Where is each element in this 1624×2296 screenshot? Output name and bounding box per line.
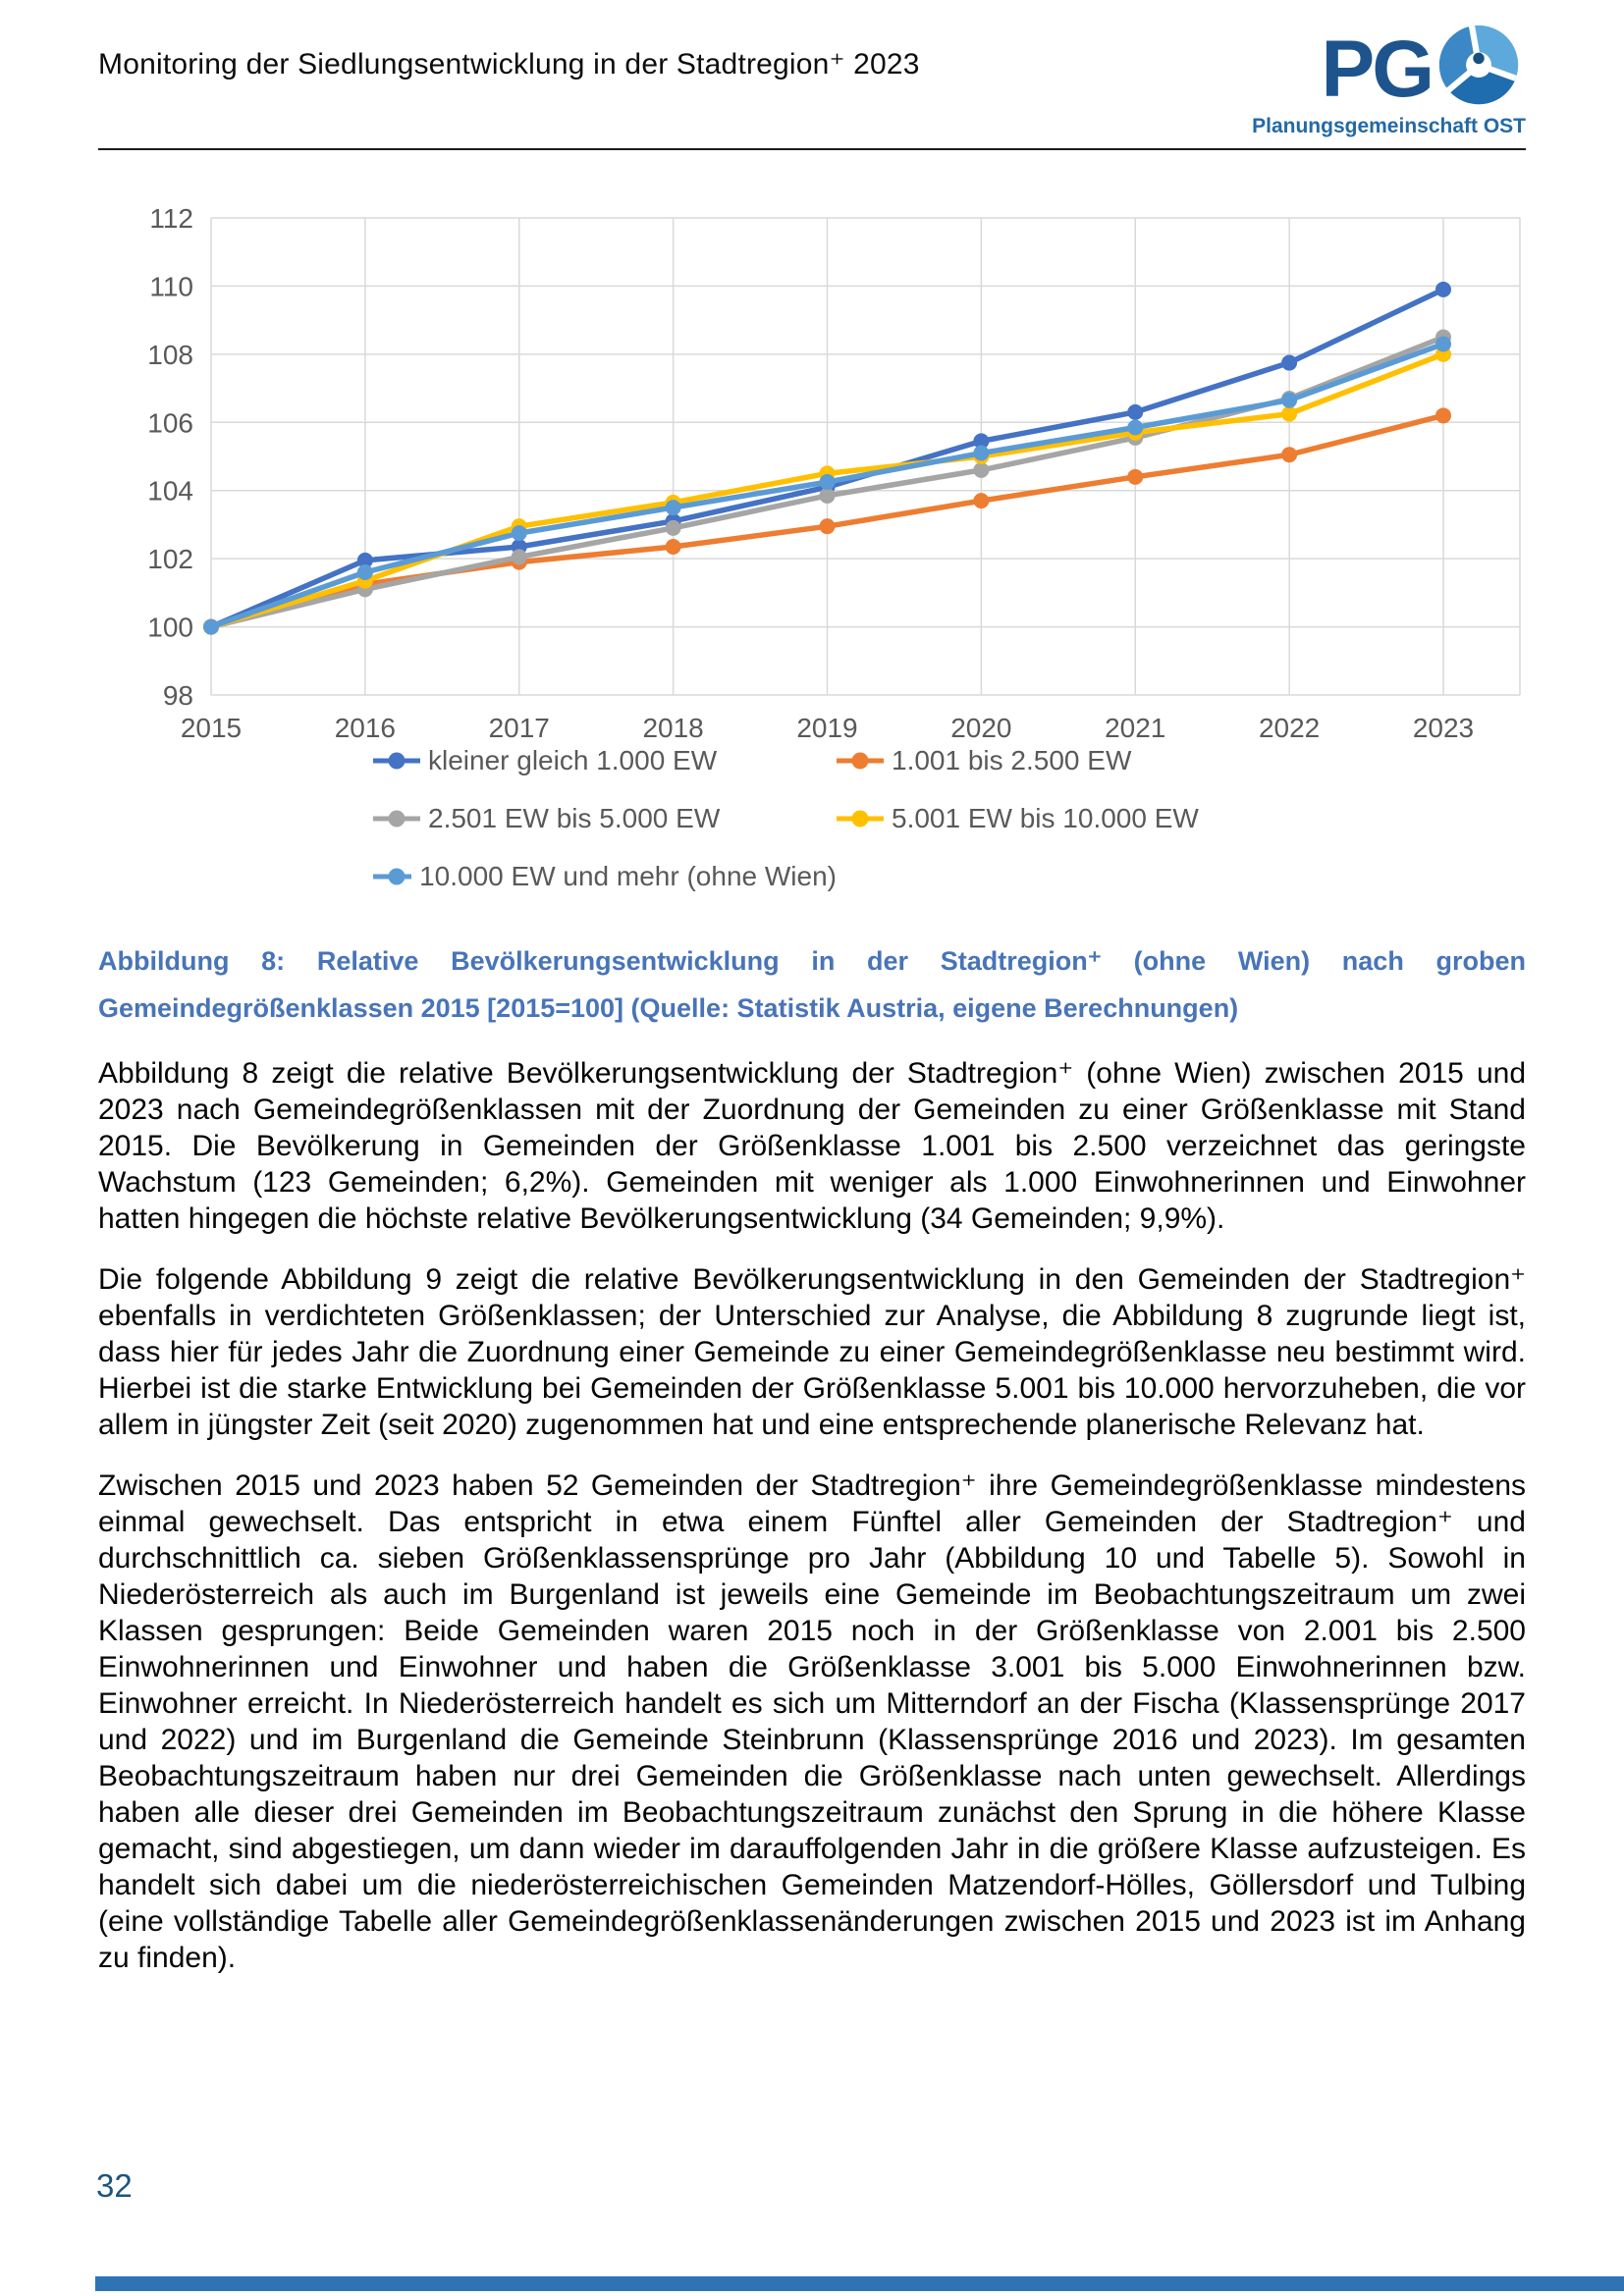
page-title: Monitoring der Siedlungsentwicklung in der Stadtregion⁺ 2023 — [98, 48, 920, 80]
x-axis-tick-label: 2022 — [1258, 713, 1321, 741]
legend-marker-icon — [373, 746, 420, 775]
legend-label: 2.501 EW bis 5.000 EW — [428, 803, 721, 833]
pgo-rotor-icon — [1432, 24, 1526, 115]
y-axis-tick-label: 110 — [149, 271, 193, 302]
pgo-logo — [1252, 24, 1526, 138]
body-paragraph-3: Zwischen 2015 und 2023 haben 52 Gemeinden der Stadtregion⁺ ihre Gemeindegrößenklasse mindestens einmal gewechselt. Das entspricht in etwa einem Fünftel aller Gemeinden der Stadtregion⁺ und durchschnittlich ca. sieben Größenklassensprünge pro Jahr (Abbildung 10 und Tabelle 5). Sowohl in Niederösterreich als auch im Burgenland ist jeweils eine Gemeinde im Beobachtungszeitraum um zwei Klassen gesprungen: Beide Gemeinden waren 2015 noch in der Größenklasse von 2.001 bis 2.500 Einwohnerinnen und Einwohner und haben die Größenklasse 3.001 bis 5.000 Einwohnerinnen bzw. Einwohner erreicht. In Niederösterreich handelt es sich um Mitterndorf an der Fischa (Klassensprünge 2017 und 2022) und im Burgenland die Gemeinde Steinbrunn (Klassensprünge 2016 und 2023). Im gesamten Beobachtungszeitraum haben nur drei Gemeinden die Größenklasse nach unten gewechselt. Allerdings haben alle dieser drei Gemeinden im Beobachtungszeitraum zunächst den Sprung in die höhere Klasse gemacht, sind abgestiegen, um dann wieder im darauffolgenden Jahr in die größere Klasse aufzusteigen. Es handelt sich dabei um die niederösterreichischen Gemeinden Matzendorf-Hölles, Göllersdorf und Tulbing (eine vollständige Tabelle aller Gemeindegrößenklassenänderungen zwischen 2015 und 2023 ist im Anhang zu finden). — [98, 1469, 1526, 1974]
page-header — [98, 0, 1526, 138]
x-axis-tick-label: 2020 — [950, 713, 1012, 741]
data-point — [820, 474, 836, 490]
x-axis-tick-label: 2023 — [1412, 713, 1475, 741]
data-point — [357, 564, 373, 580]
legend-row — [373, 745, 1526, 776]
legend-item-3 — [837, 803, 1300, 834]
data-point — [666, 520, 681, 536]
y-axis-tick-label: 112 — [149, 203, 193, 234]
data-point — [1281, 406, 1297, 422]
y-axis-tick-label: 98 — [162, 680, 193, 711]
data-point — [820, 488, 836, 504]
x-axis-tick-label: 2016 — [334, 713, 397, 741]
legend-item-1 — [837, 745, 1300, 776]
data-point — [973, 462, 989, 478]
legend-marker-icon — [837, 746, 884, 775]
data-point — [1127, 419, 1143, 435]
legend-marker-icon — [373, 862, 411, 891]
data-point — [666, 500, 681, 515]
pg-wordmark: PG — [1321, 24, 1432, 114]
x-axis-tick-label: 2019 — [796, 713, 858, 741]
population-line-chart — [98, 150, 1526, 741]
x-axis-labels — [181, 713, 1474, 741]
body-paragraph-1: Abbildung 8 zeigt die relative Bevölkerungsentwicklung der Stadtregion⁺ (ohne Wien) zwischen 2015 und 2023 nach Gemeindegrößenklassen mit der Zuordnung der Gemeinden zu einer Größenklasse mit Stand 2015. Die Bevölkerung in Gemeinden der Größenklasse 1.001 bis 2.500 verzeichnet das geringste Wachstum (123 Gemeinden; 6,2%). Gemeinden mit weniger als 1.000 Einwohnerinnen und Einwohner hatten hingegen die höchste relative Bevölkerungsentwicklung (34 Gemeinden; 9,9%). — [98, 1057, 1526, 1235]
footer-bar — [95, 2276, 1624, 2291]
legend-label: 1.001 bis 2.500 EW — [892, 745, 1132, 775]
data-point — [1281, 355, 1297, 371]
legend-label: 10.000 EW und mehr (ohne Wien) — [419, 861, 837, 891]
legend-label: 5.001 EW bis 10.000 EW — [892, 803, 1199, 833]
data-point — [1281, 447, 1297, 462]
data-point — [203, 619, 219, 635]
data-point — [1127, 469, 1143, 485]
population-chart-figure — [98, 150, 1526, 1032]
data-point — [973, 446, 989, 461]
data-point — [1435, 336, 1451, 351]
figure-caption: Abbildung 8: Relative Bevölkerungsentwicklung in der Stadtregion⁺ (ohne Wien) nach groben Gemeindegrößenklassen 2015 [2015=100] (Quelle: Statistik Austria, eigene Berechnungen) — [98, 946, 1526, 1023]
data-point — [973, 493, 989, 508]
body-paragraph-2: Die folgende Abbildung 9 zeigt die relative Bevölkerungsentwicklung in den Gemeinden der Stadtregion⁺ ebenfalls in verdichteten Größenklassen; der Unterschied zur Analyse, die Abbildung 8 zugrunde liegt ist, dass hier für jedes Jahr die Zuordnung einer Gemeinde zu einer Gemeindegrößenklasse neu bestimmt wird. Hierbei ist die starke Entwicklung bei Gemeinden der Größenklasse 5.001 bis 10.000 hervorzuheben, die vor allem in jüngster Zeit (seit 2020) zugenommen hat und eine entsprechende planerische Relevanz hat. — [98, 1263, 1526, 1441]
page-number: 32 — [96, 2167, 133, 2204]
data-point — [1281, 393, 1297, 408]
legend-marker-icon — [373, 804, 420, 833]
legend-marker-icon — [837, 804, 884, 833]
body-text — [98, 1055, 1526, 1976]
legend-item-0 — [373, 745, 837, 776]
y-axis-tick-label: 104 — [147, 475, 193, 507]
y-axis-tick-label: 108 — [147, 339, 193, 370]
chart-gridlines — [147, 203, 1520, 711]
x-axis-tick-label: 2017 — [488, 713, 550, 741]
legend-label: kleiner gleich 1.000 EW — [428, 745, 718, 775]
data-point — [666, 539, 681, 555]
legend-item-4 — [373, 861, 837, 892]
legend-row — [373, 861, 1526, 892]
data-point — [1435, 282, 1451, 297]
y-axis-tick-label: 106 — [147, 407, 193, 439]
data-point — [512, 549, 527, 564]
data-point — [820, 518, 836, 534]
x-axis-tick-label: 2018 — [642, 713, 704, 741]
data-point — [512, 525, 527, 541]
legend-row — [373, 803, 1526, 834]
chart-legend — [373, 745, 1526, 892]
x-axis-tick-label: 2015 — [180, 713, 243, 741]
logo-subtitle: Planungsgemeinschaft OST — [1252, 115, 1526, 137]
data-point — [1435, 407, 1451, 423]
y-axis-tick-label: 100 — [147, 612, 193, 643]
y-axis-tick-label: 102 — [147, 544, 193, 575]
data-point — [1127, 404, 1143, 420]
x-axis-tick-label: 2021 — [1105, 713, 1166, 741]
legend-item-2 — [373, 803, 837, 834]
